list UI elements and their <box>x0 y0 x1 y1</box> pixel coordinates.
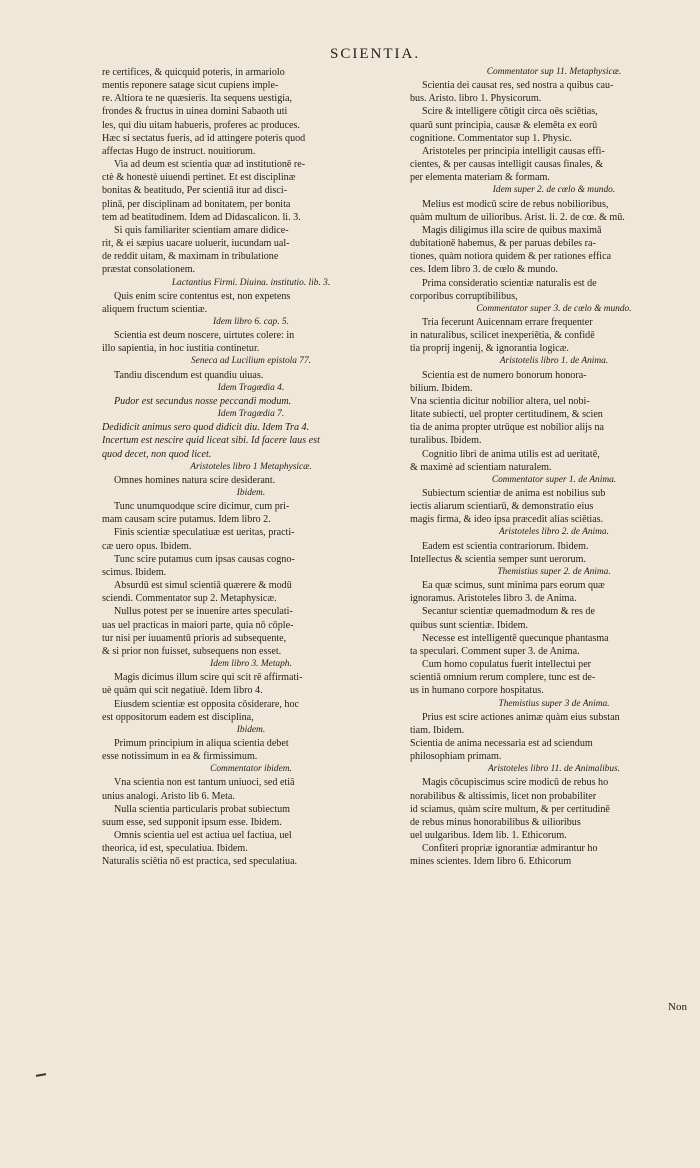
text-line: Tunc unumquodque scire dicimur, cum pri- <box>114 501 290 513</box>
running-title: SCIENTIA. <box>330 46 421 62</box>
text-line: illo sapientia, in hoc iustitia continetur. <box>102 343 260 355</box>
text-line: frondes & fructus in uinea domini Sabaoth uti <box>102 106 288 118</box>
text-line: Tunc scire putamus cum ipsas causas cogno- <box>114 553 295 565</box>
text-line: uel uulgaribus. Idem lib. 1. Ethicorum. <box>410 830 567 842</box>
text-line: ignoramus. Aristoteles libro 3. de Anima. <box>410 593 577 605</box>
text-line: Pudor est secundus nosse peccandi modum. <box>114 395 292 407</box>
text-line: Aristoteles per principia intelligit causas effi- <box>422 145 605 157</box>
text-line: & maximè ad scientiam naturalem. <box>410 461 552 473</box>
citation-line: Commentator super 1. de Anima. <box>491 474 617 485</box>
citation-line: Commentator sup 11. Metaphysicæ. <box>486 67 622 77</box>
text-line: Hæc si sectatus fueris, ad id attingere poteris quod <box>102 132 306 144</box>
citation-line: Themistius super 3 de Anima. <box>498 698 610 709</box>
text-line: Magis dicimus illum scire qui scit rē affirmati- <box>114 672 303 684</box>
text-line: Absurdū est simul scientiā quærere & modū <box>114 580 292 592</box>
text-line: theorica, id est, speculatiua. Ibidem. <box>102 843 248 855</box>
text-line: in naturalibus, scilicet inexperiētia, & confidē <box>410 330 595 342</box>
text-line: uas uel practicas in maiori parte, quia nō cōple- <box>102 619 294 631</box>
text-line: Primum principium in aliqua scientia debet <box>114 737 289 749</box>
text-line: re. Altiora te ne quæsieris. Ita sequens uestigia, <box>102 93 293 105</box>
text-line: Confiteri propriæ ignorantiæ admirantur ho <box>422 843 598 855</box>
text-line: cientes, & per causas intelligit causas finales, & <box>410 159 604 171</box>
text-line: suum esse, sed supponit ipsum esse. Ibidem. <box>102 816 282 828</box>
text-line: mam causam scire putamus. Idem libro 2. <box>102 514 271 526</box>
text-line: Magis cōcupiscimus scire modicū de rebus ho <box>422 777 609 789</box>
text-line: Melius est modicū scire de rebus nobilioribus, <box>422 198 609 210</box>
citation-line: Aristoteles libro 11. de Animalibus. <box>487 764 621 775</box>
text-line: Via ad deum est scientia quæ ad institutionē re- <box>114 159 306 171</box>
citation-line: Idem libro 6. cap. 5. <box>213 316 289 327</box>
text-line: cognitione. Commentator sup 1. Physic. <box>410 132 572 144</box>
text-line: Cum homo copulatus fuerit intellectui per <box>422 659 592 671</box>
text-line: quod decet, non quod licet. <box>102 448 212 460</box>
text-line: affectas Hugo de instruct. nouitiorum. <box>102 145 256 157</box>
text-line: corporibus corruptibilibus, <box>410 290 518 302</box>
text-line: bonitas & beatitudo, Per scientiā itur ad disci- <box>102 185 288 197</box>
citation-line: Aristotelis libro 1. de Anima. <box>499 356 609 367</box>
text-line: per elementa materiam & formam. <box>410 172 550 184</box>
text-line: litate subiecti, uel propter certitudinem, & scien <box>410 409 603 421</box>
text-line: rit, & ei sæpius uacare uoluerit, iucundam ual- <box>102 238 290 250</box>
text-line: Scientia dei causat res, sed nostra a quibus cau- <box>422 80 614 92</box>
text-line: plinā, per disciplinam ad bonitatem, per bonita <box>102 198 291 210</box>
text-line: cæ uero opus. Ibidem. <box>102 540 192 552</box>
text-line: Quis enim scire contentus est, non expetens <box>114 290 291 302</box>
text-line: philosophiam primam. <box>410 751 502 763</box>
text-line: Vna scientia dicitur nobilior altera, uel nobi- <box>410 395 590 407</box>
text-line: ctè & honestè uiuendi pertinet. Et est disciplinæ <box>102 172 296 184</box>
citation-line: Ibidem. <box>236 724 266 735</box>
text-line: de reddit uitam, & maximam in tribulatione <box>102 251 279 263</box>
text-line: de rebus minus honorabilibus & uilioribus <box>410 816 581 828</box>
page-mark <box>36 1073 46 1077</box>
text-line: Scientia est de numero bonorum honora- <box>422 369 587 381</box>
text-line: tiones, quàm notiora quidem & per rationes effica <box>410 251 612 263</box>
text-line: Prius est scire actiones animæ quàm eius substan <box>422 711 620 723</box>
text-line: Omnes homines natura scire desiderant. <box>114 474 276 486</box>
citation-line: Idem Tragœdia 7. <box>217 409 285 420</box>
text-line: tia proprij ingenij, & ignorantia logicæ. <box>410 343 569 355</box>
text-line: magis firma, & ideo ipsa præcedit alias sciētias. <box>410 514 604 526</box>
text-line: quàm multum de uilioribus. Arist. li. 2. de cœ. & mū. <box>410 211 625 223</box>
text-line: uè quàm qui scit negatiuè. Idem libro 4. <box>102 685 263 697</box>
text-line: re certifices, & quicquid poteris, in armariolo <box>102 67 285 78</box>
text-line: Tria fecerunt Auicennam errare frequenter <box>422 316 593 328</box>
text-line: Tandiu discendum est quandiu uiuas. <box>114 369 264 381</box>
text-line: esse notissimum in ea & firmissimum. <box>102 751 258 763</box>
citation-line: Commentator ibidem. <box>210 764 292 775</box>
citation-line: Aristoteles libro 1 Metaphysicæ. <box>190 461 312 472</box>
text-line: Prima consideratio scientiæ naturalis est de <box>422 277 597 289</box>
text-line: Omnis scientia uel est actiua uel factiua, uel <box>114 830 292 842</box>
text-line: Necesse est intelligentē quecunque phantasma <box>422 632 609 644</box>
right-column <box>410 66 698 869</box>
text-line: mines scientes. Idem libro 6. Ethicorum <box>410 856 572 868</box>
text-line: Secantur scientiæ quemadmodum & res de <box>422 606 595 618</box>
text-line: scimus. Ibidem. <box>102 566 167 578</box>
text-line: ta speculari. Comment super 3. de Anima. <box>410 645 580 657</box>
citation-line: Lactantius Firmi. Diuina. institutio. lib. 3. <box>171 277 331 288</box>
text-line: dubitationē habemus, & per paruas debiles ra- <box>410 238 596 250</box>
text-line: Dedidicit animus sero quod didicit diu. Idem Tra 4. <box>102 422 310 434</box>
text-line: Ea quæ scimus, sunt minima pars eorum quæ <box>422 580 605 592</box>
text-line: quarū sunt principia, causæ & elemēta ex eorū <box>410 119 598 131</box>
text-line: præstat consolationem. <box>102 264 196 276</box>
catchword: Non <box>668 1001 687 1013</box>
text-line: Eadem est scientia contrariorum. Ibidem. <box>422 540 589 552</box>
text-line: Cognitio libri de anima utilis est ad ueritatē, <box>422 448 600 460</box>
text-line: turalibus. Ibidem. <box>410 435 482 447</box>
text-line: tem ad beatitudinem. Idem ad Didascalicon. li. 3. <box>102 211 301 223</box>
text-line: & si prior non fuisset, subsequens non esset. <box>102 645 282 657</box>
citation-line: Ibidem. <box>236 488 266 498</box>
text-line: scientiā omnium rerum complere, tunc est de- <box>410 672 596 684</box>
text-line: Subiectum scientiæ de anima est nobilius sub <box>422 488 606 499</box>
text-line: aliquem fructum scientiæ. <box>102 303 208 315</box>
text-line: sciendi. Commentator sup 2. Metaphysicæ. <box>102 593 277 605</box>
citation-line: Commentator super 3. de cœlo & mundo. <box>476 303 632 314</box>
text-line: ces. Idem libro 3. de cœlo & mundo. <box>410 264 559 276</box>
citation-line: Aristoteles libro 2. de Anima. <box>499 527 609 538</box>
text-line: Scientia de anima necessaria est ad sciendum <box>410 737 593 749</box>
citation-line: Idem super 2. de cœlo & mundo. <box>492 185 616 196</box>
text-line: Vna scientia non est tantum uniuoci, sed etiā <box>114 777 295 789</box>
text-line: Naturalis sciētia nō est practica, sed speculatiua. <box>102 856 298 868</box>
text-line: Intellectus & scientia semper sunt uerorum. <box>410 553 587 565</box>
text-line: id sciamus, quàm scire multum, & per certitudinē <box>410 803 610 815</box>
text-line: tiam. Ibidem. <box>410 724 465 736</box>
text-line: les, qui diu uitam habueris, proferes ac produces. <box>102 119 300 131</box>
text-line: mentis reponere satage sicut cupiens imple- <box>102 80 279 92</box>
text-line: Finis scientiæ speculatiuæ est ueritas, practi- <box>114 527 295 539</box>
text-line: Si quis familiariter scientiam amare didice- <box>114 224 289 236</box>
text-line: unius analogi. Aristo lib 6. Meta. <box>102 790 235 802</box>
citation-line: Idem libro 3. Metaph. <box>210 659 292 670</box>
text-line: iectis aliarum scientiarū, & demonstratio eius <box>410 501 594 513</box>
left-column <box>102 66 400 869</box>
text-line: Magis diligimus illa scire de quibus maximā <box>422 224 602 236</box>
text-line: Scire & intelligere cōtigit circa oēs sciētias, <box>422 106 598 118</box>
text-line: norabilibus & altissimis, licet non probabiliter <box>410 790 597 802</box>
text-line: Incertum est nescire quid liceat sibi. Id facere laus est <box>102 435 320 447</box>
text-line: us in humano corpore hospitatus. <box>410 685 544 697</box>
text-line: bus. Aristo. libro 1. Physicorum. <box>410 93 542 105</box>
text-line: tur nisi per iuuamentū prioris ad subsequente, <box>102 632 287 644</box>
citation-line: Idem Tragœdia 4. <box>217 382 285 393</box>
citation-line: Seneca ad Lucilium epistola 77. <box>190 356 312 367</box>
text-line: quibus sunt scientiæ. Ibidem. <box>410 619 529 631</box>
text-line: Nullus potest per se inuenire artes speculati- <box>114 606 293 618</box>
citation-line: Themistius super 2. de Anima. <box>497 566 611 577</box>
text-line: tia de anima propter utrūque est nobilior alijs na <box>410 422 604 434</box>
text-line: Eiusdem scientiæ est opposita cōsiderare, hoc <box>114 698 300 710</box>
text-line: bilium. Ibidem. <box>410 382 473 394</box>
text-line: est oppositorum eadem est disciplina, <box>102 711 254 723</box>
text-line: Nulla scientia particularis probat subiectum <box>114 803 291 815</box>
text-line: Scientia est deum noscere, uirtutes colere: in <box>114 330 295 342</box>
